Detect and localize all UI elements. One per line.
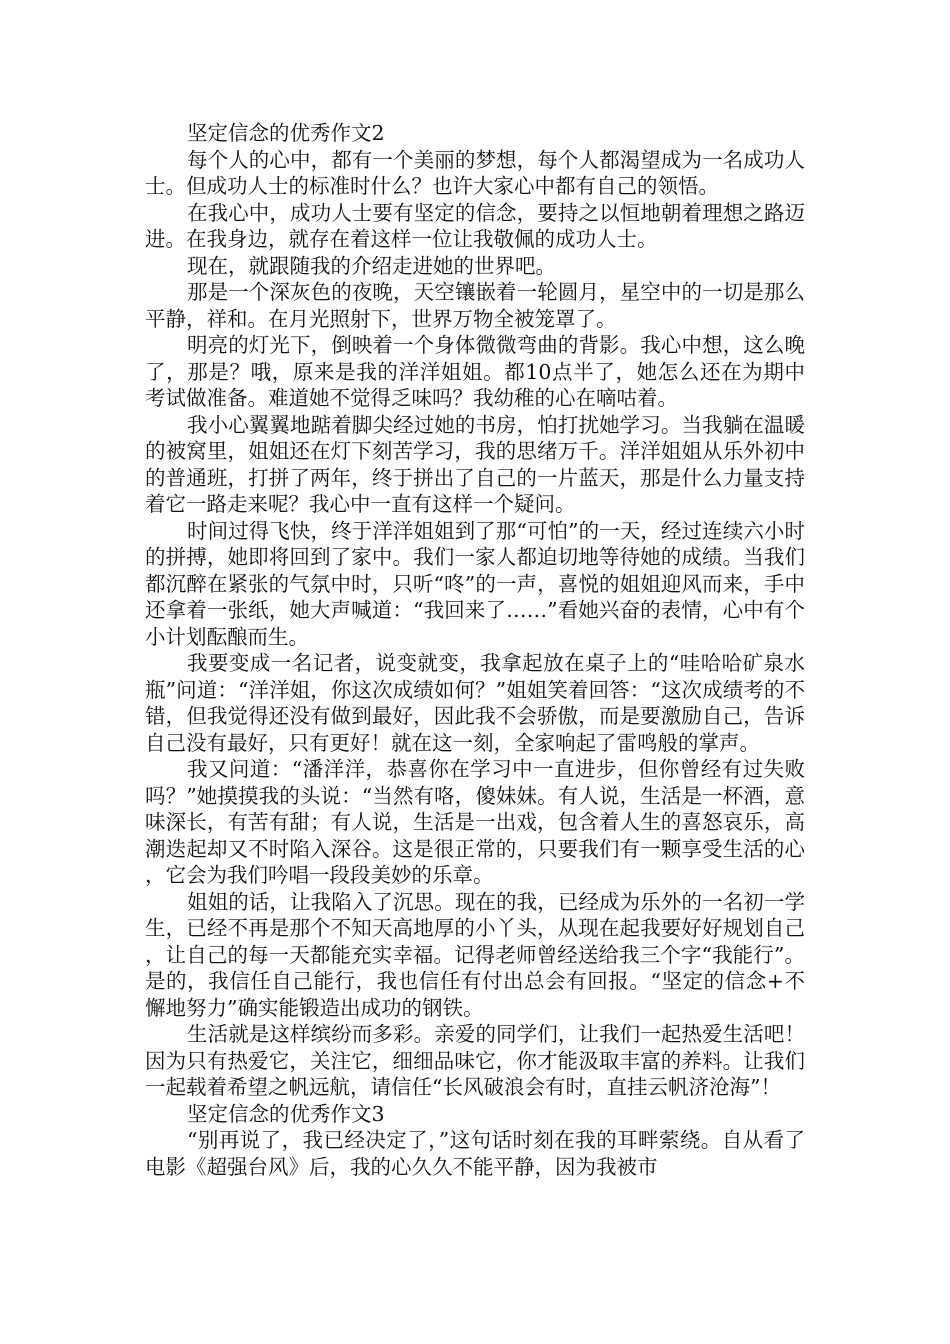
paragraph: 时间过得飞快，终于洋洋姐姐到了那“可怕”的一天，经过连续六小时的拼搏，她即将回到了家中。我们一家人都迫切地等待她的成绩。当我们都沉醉在紧张的气氛中时，只听“咚”的一声，喜悦的姐姐迎风而来，手中还拿着一张纸，她大声喊道：“我回来了……”看她兴奋的表情，心中有个小计划酝酿而生。 [145, 518, 805, 649]
paragraph: 我又问道：“潘洋洋，恭喜你在学习中一直进步，但你曾经有过失败吗？”她摸摸我的头说：“当然有咯，傻妹妹。有人说，生活是一杯酒，意味深长，有苦有甜；有人说，生活是一出戏，包含着人生的喜怒哀乐，高潮迭起却又不时陷入深谷。这是很正常的，只要我们有一颗享受生活的心，它会为我们吟唱一段段美妙的乐章。 [145, 757, 805, 887]
paragraph: 我要变成一名记者，说变就变，我拿起放在桌子上的“哇哈哈矿泉水瓶”问道：“洋洋姐，你这次成绩如何？”姐姐笑着回答：“这次成绩考的不错，但我觉得还没有做到最好，因此我不会骄傲，而是要激励自己，告诉自己没有最好，只有更好！就在这一刻，全家响起了雷鸣般的掌声。 [145, 651, 805, 755]
paragraph: 生活就是这样缤纷而多彩。亲爱的同学们，让我们一起热爱生活吧！因为只有热爱它，关注它，细细品味它，你才能汲取丰富的养料。让我们一起载着希望之帆远航，请信任“长风破浪会有时，直挂云帆济沧海”！ [145, 1022, 805, 1099]
essay-title-2: 坚定信念的优秀作文2 [187, 121, 385, 145]
paragraph: “别再说了，我已经决定了，”这句话时刻在我的耳畔萦绕。自从看了电影《超强台风》后，我的心久久不能平静，因为我被市 [145, 1128, 805, 1179]
paragraph: 明亮的灯光下，倒映着一个身体微微弯曲的背影。我心中想，这么晚了，那是？哦，原来是我的洋洋姐姐。都10点半了，她怎么还在为期中考试做准备。难道她不觉得乏味吗？我幼稚的心在嘀咕着。 [145, 333, 805, 410]
document-body [145, 120, 805, 1180]
paragraph: 那是一个深灰色的夜晚，天空镶嵌着一轮圆月，星空中的一切是那么平静，祥和。在月光照射下，世界万物全被笼罩了。 [145, 280, 805, 331]
paragraph: 在我心中，成功人士要有坚定的信念，要持之以恒地朝着理想之路迈进。在我身边，就存在着这样一位让我敬佩的成功人士。 [145, 200, 805, 251]
paragraph: 每个人的心中，都有一个美丽的梦想，每个人都渴望成为一名成功人士。但成功人士的标准时什么？也许大家心中都有自己的领悟。 [145, 147, 805, 198]
essay-title-3: 坚定信念的优秀作文3 [187, 1101, 385, 1126]
paragraph: 我小心翼翼地踮着脚尖经过她的书房，怕打扰她学习。当我躺在温暖的被窝里，姐姐还在灯下刻苦学习，我的思绪万千。洋洋姐姐从乐外初中的普通班，打拼了两年，终于拼出了自己的一片蓝天，那是什么力量支持着它一路走来呢？我心中一直有这样一个疑问。 [145, 412, 805, 516]
paragraph: 现在，就跟随我的介绍走进她的世界吧。 [187, 253, 556, 278]
paragraph: 姐姐的话，让我陷入了沉思。现在的我，已经成为乐外的一名初一学生，已经不再是那个不知天高地厚的小丫头，从现在起我要好好规划自己，让自己的每一天都能充实幸福。记得老师曾经送给我三个字“我能行”。是的，我信任自己能行，我也信任有付出总会有回报。“坚定的信念+不懈地努力”确实能锻造出成功的钢铁。 [145, 889, 805, 1020]
